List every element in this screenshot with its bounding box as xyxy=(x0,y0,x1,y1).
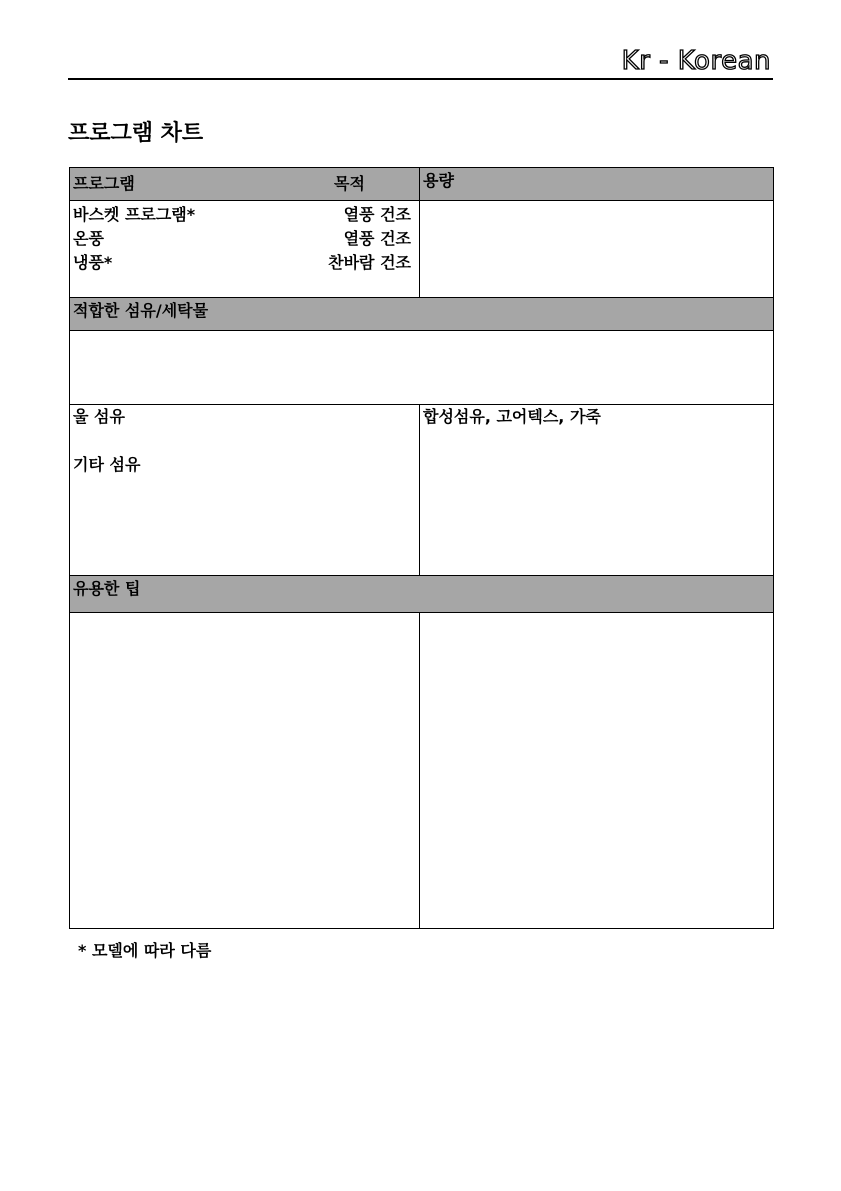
program-header-row xyxy=(70,168,774,201)
suitable-body-row xyxy=(70,331,774,405)
fabric-right-cell xyxy=(420,405,774,576)
program-row xyxy=(70,201,774,298)
tips-left-cell xyxy=(70,613,420,929)
suitable-body-cell xyxy=(70,331,774,405)
program-line xyxy=(73,227,419,251)
page-title: 프로그램 차트 xyxy=(68,121,204,146)
purpose-header-label: 목적 xyxy=(334,174,365,193)
program-purpose: 열풍 건조 xyxy=(343,205,411,224)
program-name: 온풍 xyxy=(73,229,104,248)
fabric-row xyxy=(70,405,774,576)
header-rule xyxy=(68,78,773,80)
fabric-wool: 울 섬유 xyxy=(73,407,125,426)
fabric-synthetic: 합성섬유, 고어텍스, 가죽 xyxy=(423,407,601,426)
program-name: 냉풍* xyxy=(73,253,113,272)
footnote: * 모델에 따라 다름 xyxy=(78,941,212,960)
suitable-header-row xyxy=(70,298,774,331)
program-purpose: 열풍 건조 xyxy=(343,229,411,248)
program-purpose: 찬바람 건조 xyxy=(328,253,411,272)
tips-header-cell: 유용한 팁 xyxy=(70,576,774,613)
capacity-header-label: 용량 xyxy=(423,171,454,190)
program-header-cell xyxy=(70,168,420,201)
program-chart-table xyxy=(69,167,774,929)
fabric-other: 기타 섬유 xyxy=(73,455,141,474)
language-label: Kr - Korean xyxy=(621,46,771,76)
program-line xyxy=(73,251,419,275)
program-line xyxy=(73,203,419,227)
tips-header-row xyxy=(70,576,774,613)
program-name: 바스켓 프로그램* xyxy=(73,205,196,224)
suitable-header-cell: 적합한 섬유/세탁물 xyxy=(70,298,774,331)
program-list-cell xyxy=(70,201,420,298)
tips-right-cell xyxy=(420,613,774,929)
capacity-value-cell xyxy=(420,201,774,298)
capacity-header-cell xyxy=(420,168,774,201)
fabric-left-cell xyxy=(70,405,420,576)
tips-body-row xyxy=(70,613,774,929)
program-header-label: 프로그램 xyxy=(73,174,135,193)
